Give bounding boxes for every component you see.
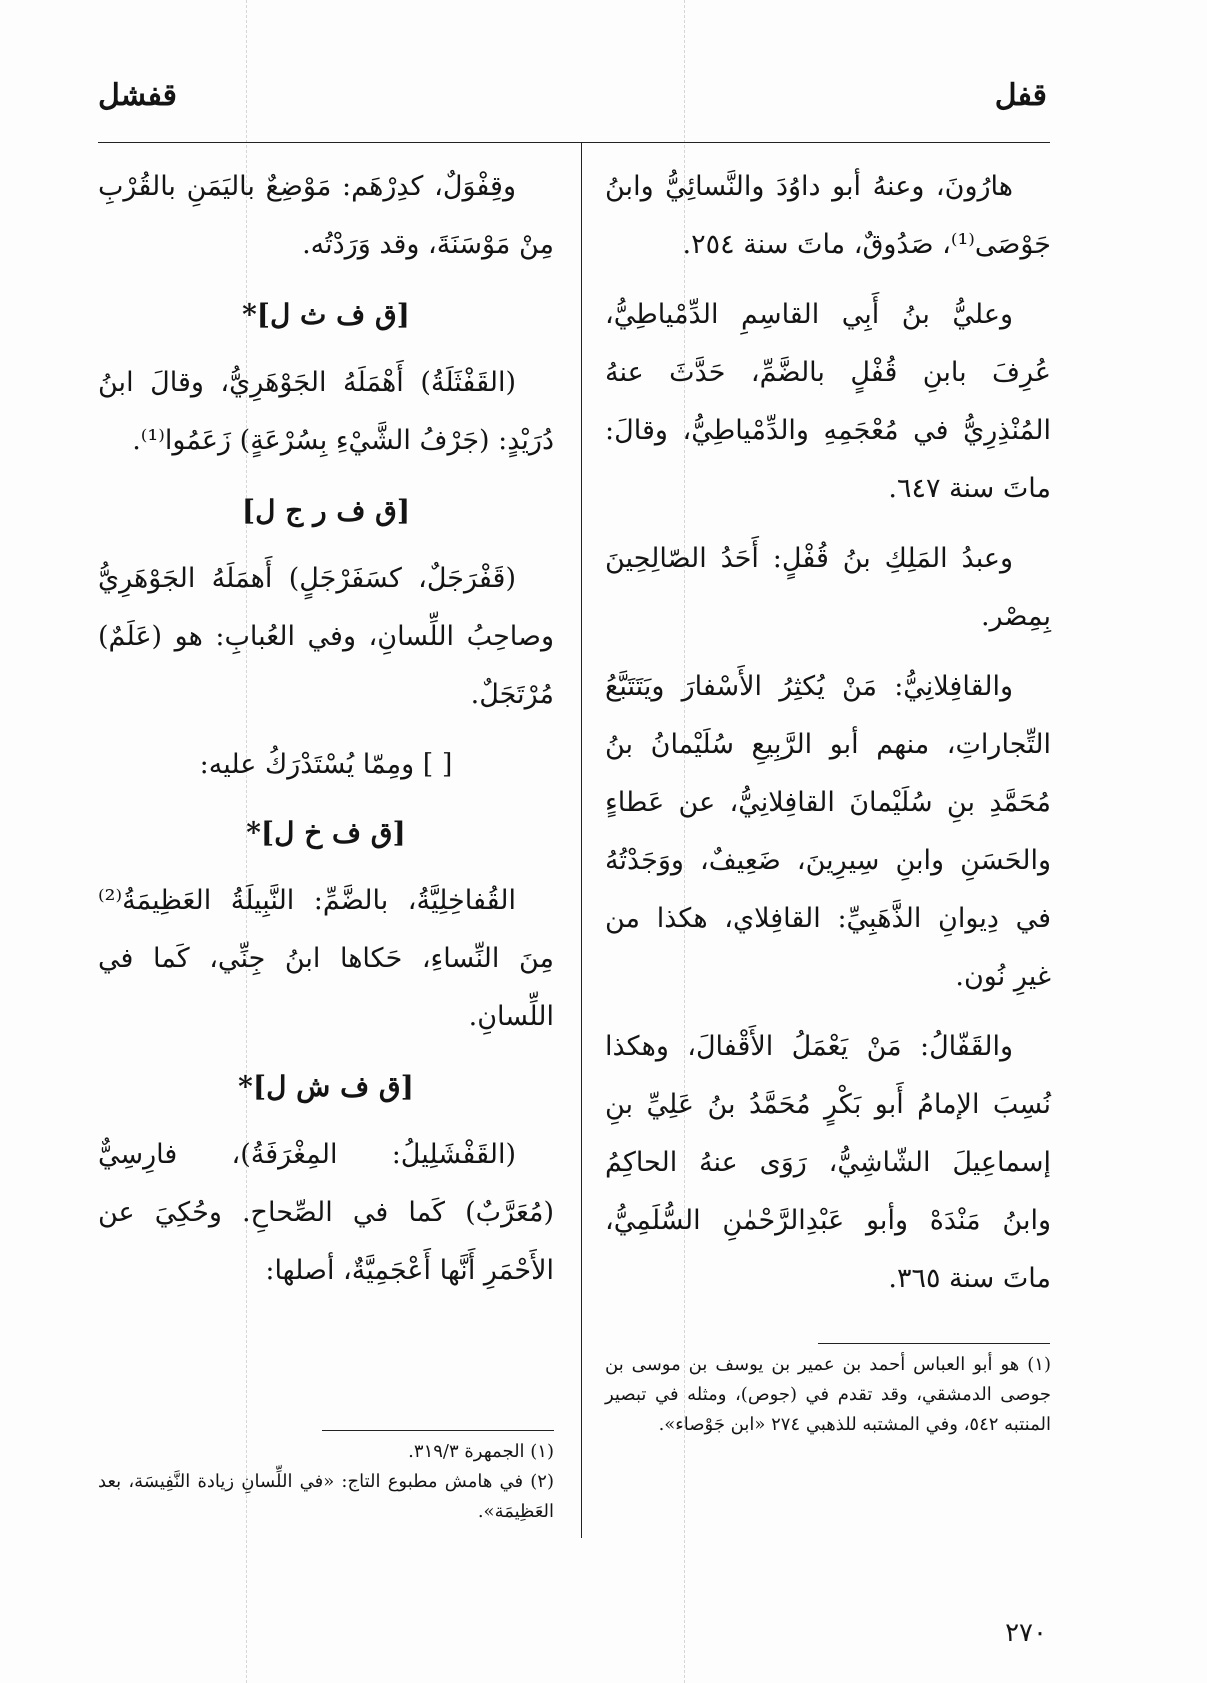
entry-paragraph: والقافِلانِيُّ: مَنْ يُكثِرُ الأَسْفارَ ويَتَتَبَّعُ التِّجاراتِ، منهم أبو الرَّبِيعِ سُلَيْمانُ بنُ مُحَمَّدِ بنِ سُلَيْمانَ القافِلانِيُّ، عن عَطاءٍ والحَسَنِ وابنِ سِيرِينَ، ضَعِيفٌ، ووَجَدْتُهُ في دِيوانِ الذَّهَبِيِّ: القافِلاي، هكذا من غيرِ نُون. [605, 671, 1051, 992]
left-column [98, 158, 554, 1312]
entry-paragraph: وعبدُ المَلِكِ بنُ قُفْلٍ: أَحَدُ الصّالِحِينَ بِمِصْر. [605, 543, 1051, 632]
root-heading: [ق ف ث ل]* [242, 298, 410, 331]
column-divider [581, 143, 582, 1538]
left-footnotes [98, 1437, 554, 1527]
addendum-line: [ ] ومِمّا يُسْتَدْرَكُ عليه: [199, 749, 453, 780]
footnote: (٢) في هامش مطبوع التاج: «في اللِّسانِ زيادة النَّفِيسَة، بعد العَظِيمَة». [98, 1471, 554, 1522]
entry-paragraph: القُفاخِلِيَّةُ، بالضَّمِّ: النَّبِيلَةُ العَظِيمَةُ⁽²⁾ مِنَ النِّساءِ، حَكاها ابنُ جِنِّي، كَما في اللِّسانِ. [98, 885, 554, 1032]
running-head-left: قفشل [98, 78, 177, 113]
footnote: (١) الجمهرة ٣١٩/٣. [408, 1441, 554, 1462]
entry-paragraph: (قَفْرَجَلٌ، كسَفَرْجَلٍ) أَهمَلَهُ الجَوْهَرِيُّ وصاحِبُ اللِّسانِ، وفي العُبابِ: هو (عَلَمٌ) مُرْتَجَلٌ. [98, 563, 554, 710]
root-heading: [ق ف ش ل]* [238, 1070, 414, 1103]
right-footnotes [605, 1350, 1051, 1440]
entry-paragraph: وقِفْوَلٌ، كدِرْهَم: مَوْضِعٌ باليَمَنِ بالقُرْبِ مِنْ مَوْسَنَةَ، وقد وَرَدْتُه. [98, 171, 554, 260]
running-head-right: قفل [994, 78, 1047, 113]
root-heading: [ق ف ر ج ل] [241, 494, 411, 527]
footnote-rule [818, 1343, 1050, 1344]
root-heading: [ق ف خ ل]* [246, 816, 406, 849]
page-number: ٢٧٠ [1005, 1618, 1047, 1648]
entry-paragraph: هارُونَ، وعنهُ أبو داوُدَ والنَّسائِيُّ وابنُ جَوْصَى⁽¹⁾، صَدُوقٌ، ماتَ سنة ٢٥٤. [605, 171, 1051, 260]
entry-paragraph: (القَفْشَلِيلُ: المِغْرَفَةُ)، فارِسِيٌّ (مُعَرَّبٌ) كَما في الصِّحاحِ. وحُكِيَ عن الأَحْمَرِ أَنَّها أَعْجَمِيَّةٌ، أصلها: [98, 1139, 554, 1286]
footnote: (١) هو أبو العباس أحمد بن عمير بن يوسف بن موسى بن جوصى الدمشقي، وقد تقدم في (جوص)، ومثله في تبصير المنتبه ٥٤٢، وفي المشتبه للذهبي ٢٧٤ «ابن جَوْصاء». [605, 1354, 1051, 1435]
entry-paragraph: (القَفْثَلَةُ) أَهْمَلَهُ الجَوْهَرِيُّ، وقالَ ابنُ دُرَيْدٍ: (جَرْفُ الشَّيْءِ بِسُرْعَةٍ) زَعَمُوا⁽¹⁾. [98, 367, 554, 456]
footnote-rule [322, 1430, 554, 1431]
entry-paragraph: والقَفّالُ: مَنْ يَعْمَلُ الأَقْفالَ، وهكذا نُسِبَ الإمامُ أَبو بَكْرٍ مُحَمَّدُ بنُ عَلِيِّ بنِ إسماعِيلَ الشّاشِيُّ، رَوَى عنهُ الحاكِمُ وابنُ مَنْدَهْ وأبو عَبْدِالرَّحْمٰنِ السُّلَمِيُّ، ماتَ سنة ٣٦٥. [605, 1031, 1051, 1294]
entry-paragraph: وعليُّ بنُ أَبِي القاسِمِ الدِّمْياطِيُّ، عُرِفَ بابنِ قُفْلٍ بالضَّمِّ، حَدَّثَ عنهُ المُنْذِرِيُّ في مُعْجَمِهِ والدِّمْياطِيُّ، وقالَ: ماتَ سنة ٦٤٧. [605, 299, 1051, 504]
header-rule [98, 142, 1050, 143]
right-column [605, 158, 1051, 1320]
